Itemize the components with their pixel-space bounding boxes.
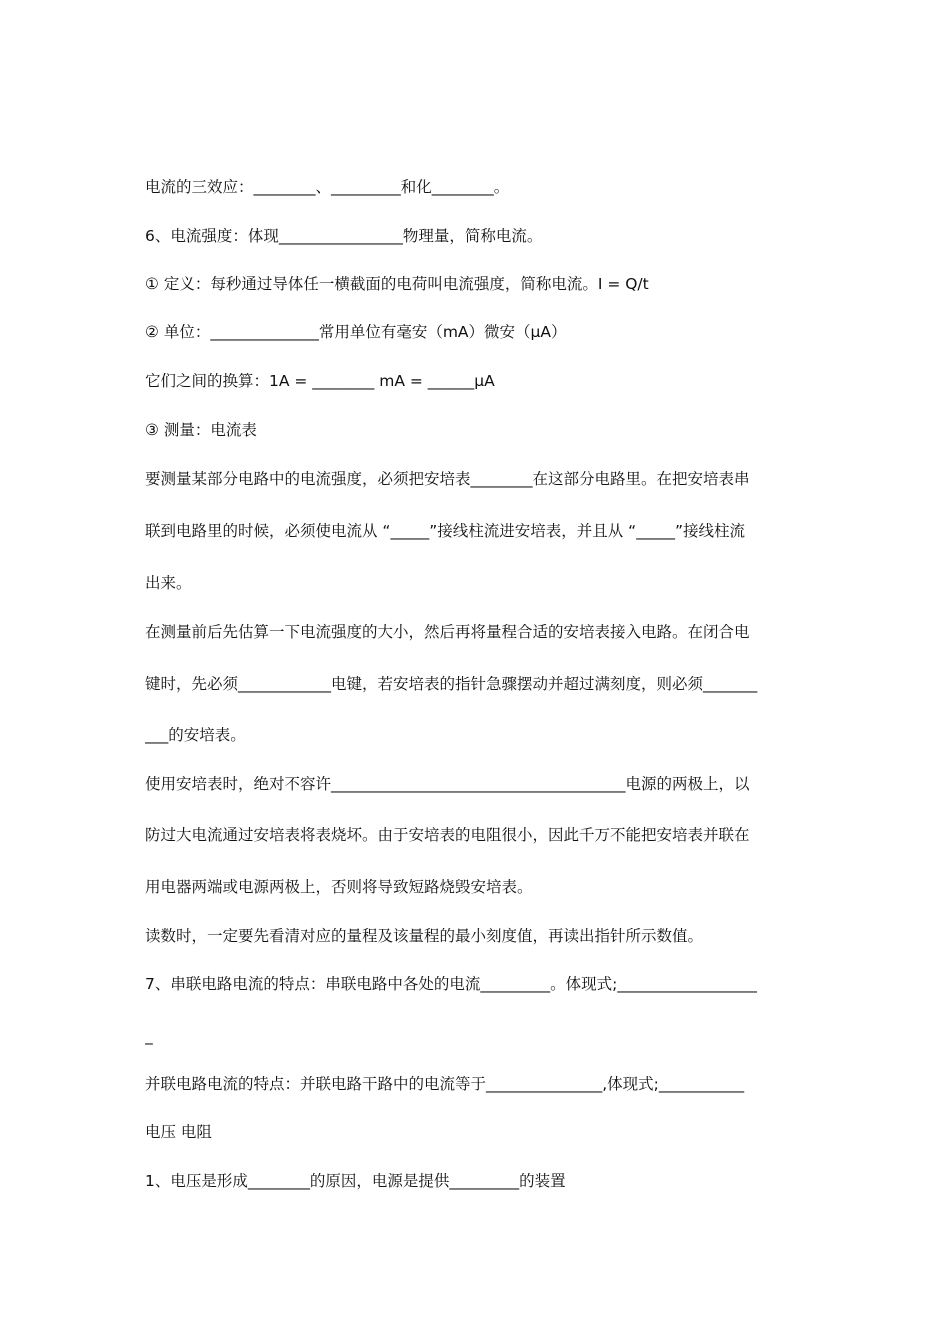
text-line: 在测量前后先估算一下电流强度的大小，然后再将量程合适的安培表接入电路。在闭合电 xyxy=(145,623,750,641)
text-line: 读数时，一定要先看清对应的量程及该量程的最小刻度值，再读出指针所示数值。 xyxy=(145,927,704,945)
text-line: ① 定义：每秒通过导体任一横截面的电荷叫电流强度，简称电流。I = Q/t xyxy=(145,275,649,293)
text-line: ___的安培表。 xyxy=(145,726,246,744)
text-line: 1、电压是形成________的原因，电源是提供_________的装置 xyxy=(145,1172,566,1190)
text-line: 它们之间的换算：1A = ________ mA = ______μA xyxy=(145,372,495,390)
text-line: 7、串联电路电流的特点：串联电路中各处的电流_________。体现式;__________________ xyxy=(145,975,757,993)
section-heading: 电压 电阻 xyxy=(145,1123,212,1141)
text-line: _ xyxy=(145,1027,153,1045)
text-line: ② 单位：______________常用单位有毫安（mA）微安（μA） xyxy=(145,323,567,341)
text-line: 要测量某部分电路中的电流强度，必须把安培表________在这部分电路里。在把安培表串 xyxy=(145,470,750,488)
text-line: 并联电路电流的特点：并联电路干路中的电流等于_______________,体现式;___________ xyxy=(145,1075,745,1093)
text-line: 电流的三效应：________、_________和化________。 xyxy=(145,178,510,196)
text-line: 联到电路里的时候，必须使电流从 “_____”接线柱流进安培表，并且从 “_____”接线柱流 xyxy=(145,522,745,540)
text-line: ③ 测量：电流表 xyxy=(145,421,257,439)
text-line: 6、电流强度：体现________________物理量，简称电流。 xyxy=(145,227,543,245)
text-line: 出来。 xyxy=(145,574,192,592)
text-line: 用电器两端或电源两极上，否则将导致短路烧毁安培表。 xyxy=(145,878,533,896)
text-line: 键时，先必须____________电键，若安培表的指针急骤摆动并超过满刻度，则必须_______ xyxy=(145,675,758,693)
text-line: 使用安培表时，绝对不容许______________________________________电源的两极上，以 xyxy=(145,775,750,793)
text-line: 防过大电流通过安培表将表烧坏。由于安培表的电阻很小，因此千万不能把安培表并联在 xyxy=(145,826,750,844)
